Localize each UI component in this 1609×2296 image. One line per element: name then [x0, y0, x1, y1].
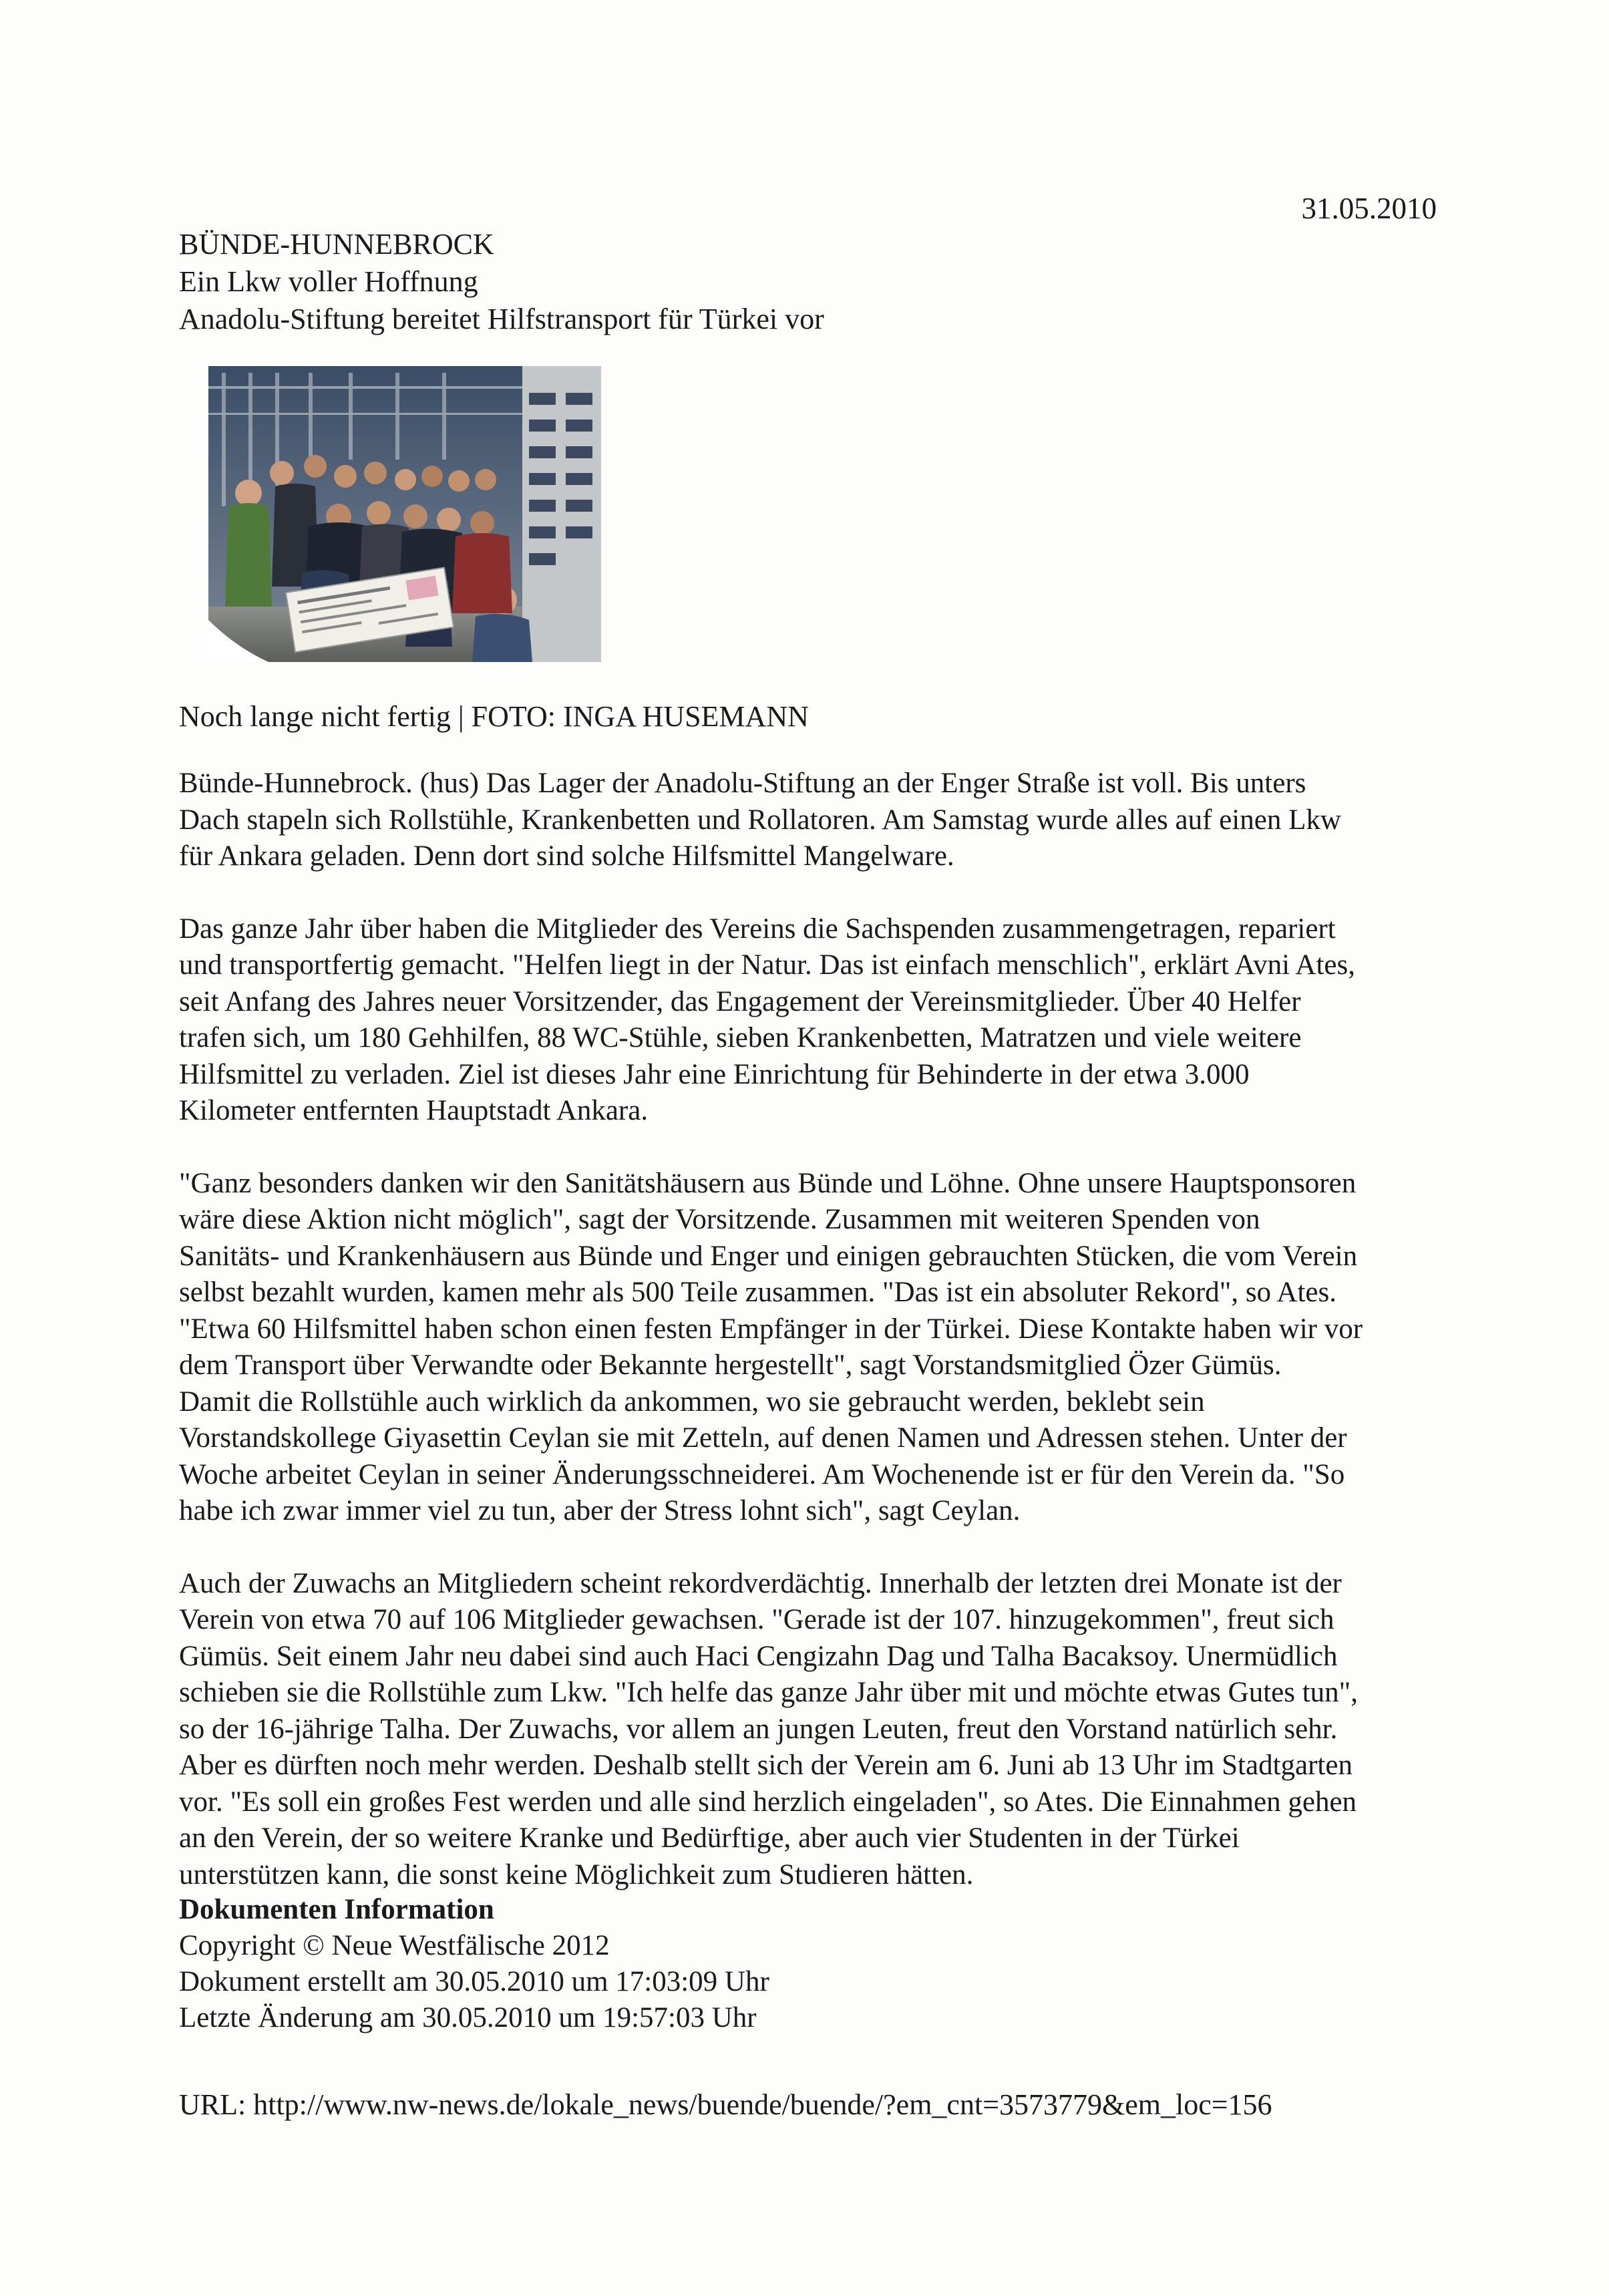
info-title: Dokumenten Information [179, 1894, 494, 1925]
source-url: URL: http://www.nw-news.de/lokale_news/buende/buende/?em_cnt=3573779&em_loc=156 [179, 2088, 1272, 2121]
text-line: dem Transport über Verwandte oder Bekannte hergestellt", sagt Vorstandsmitglied Özer Gümüs. [179, 1349, 1282, 1381]
text-line: "Ganz besonders danken wir den Sanitätshäusern aus Bünde und Löhne. Ohne unsere Hauptsponsoren [179, 1167, 1357, 1199]
text-line: Gümüs. Seit einem Jahr neu dabei sind auch Haci Cengizahn Dag und Talha Bacaksoy. Unermüdlich [179, 1640, 1338, 1672]
text-line: "Etwa 60 Hilfsmittel haben schon einen festen Empfänger in der Türkei. Diese Kontakte haben wir vor [179, 1313, 1363, 1345]
article-title: Ein Lkw voller Hoffnung [179, 265, 478, 298]
paragraph-2 [179, 911, 1448, 1130]
article-header [179, 226, 1448, 338]
paragraph-4 [179, 1566, 1448, 1894]
text-line: Vorstandskollege Giyasettin Ceylan sie mit Zetteln, auf denen Namen und Adressen stehen. Unter der [179, 1422, 1347, 1454]
text-line: Damit die Rollstühle auch wirklich da ankommen, wo sie gebraucht werden, beklebt sein [179, 1385, 1205, 1418]
text-line: unterstützen kann, die sonst keine Möglichkeit zum Studieren hätten. [179, 1858, 974, 1891]
document-info [179, 1892, 769, 2036]
text-line: Bünde-Hunnebrock. (hus) Das Lager der Anadolu-Stiftung an der Enger Straße ist voll. Bis unters [179, 768, 1306, 799]
text-line: für Ankara geladen. Denn dort sind solche Hilfsmittel Mangelware. [179, 840, 954, 872]
paragraph-1 [179, 766, 1448, 875]
text-line: so der 16-jährige Talha. Der Zuwachs, vor allem an jungen Leuten, freut den Vorstand natürlich sehr. [179, 1713, 1338, 1745]
text-line: vor. "Es soll ein großes Fest werden und alle sind herzlich eingeladen", so Ates. Die Einnahmen gehen [179, 1786, 1357, 1818]
text-line: Verein von etwa 70 auf 106 Mitglieder gewachsen. "Gerade ist der 107. hinzugekommen", freut sich [179, 1604, 1334, 1635]
text-line: trafen sich, um 180 Gehhilfen, 88 WC-Stühle, sieben Krankenbetten, Matratzen und viele weitere [179, 1022, 1302, 1053]
text-line: Aber es dürften noch mehr werden. Deshalb stellt sich der Verein am 6. Juni ab 13 Uhr im Stadtgarten [179, 1750, 1353, 1781]
text-line: Hilfsmittel zu verladen. Ziel ist dieses Jahr eine Einrichtung für Behinderte in der etwa 3.000 [179, 1058, 1250, 1090]
text-line: Sanitäts- und Krankenhäusern aus Bünde und Enger und einigen gebrauchten Stücken, die vom Verein [179, 1240, 1358, 1272]
article-photo [208, 366, 601, 662]
article-subtitle: Anadolu-Stiftung bereitet Hilfstransport für Türkei vor [179, 303, 824, 335]
text-line: habe ich zwar immer viel zu tun, aber der Stress lohnt sich", sagt Ceylan. [179, 1495, 1021, 1526]
text-line: und transportfertig gemacht. "Helfen liegt in der Natur. Das ist einfach menschlich", erklärt Avni Ates, [179, 949, 1355, 981]
text-line: Kilometer entfernten Hauptstadt Ankara. [179, 1095, 649, 1126]
info-copyright: Copyright © Neue Westfälische 2012 [179, 1930, 610, 1961]
info-created: Dokument erstellt am 30.05.2010 um 17:03:09 Uhr [179, 1966, 769, 1997]
article-location: BÜNDE-HUNNEBROCK [179, 228, 494, 261]
text-line: wäre diese Aktion nicht möglich", sagt der Vorsitzende. Zusammen mit weiteren Spenden von [179, 1204, 1260, 1235]
text-line: an den Verein, der so weitere Kranke und Bedürftige, aber auch vier Studenten in der Türkei [179, 1822, 1240, 1854]
info-modified: Letzte Änderung am 30.05.2010 um 19:57:03 Uhr [179, 2002, 757, 2033]
photo-caption: Noch lange nicht fertig | FOTO: INGA HUSEMANN [179, 700, 809, 733]
text-line: Das ganze Jahr über haben die Mitglieder des Vereins die Sachspenden zusammengetragen, repariert [179, 913, 1336, 945]
text-line: seit Anfang des Jahres neuer Vorsitzender, das Engagement der Vereinsmitglieder. Über 40 Helfer [179, 985, 1301, 1017]
text-line: Woche arbeitet Ceylan in seiner Änderungsschneiderei. Am Wochenende ist er für den Verein da. "So [179, 1458, 1345, 1490]
text-line: Dach stapeln sich Rollstühle, Krankenbetten und Rollatoren. Am Samstag wurde alles auf einen Lkw [179, 804, 1341, 836]
text-line: selbst bezahlt wurden, kamen mehr als 500 Teile zusammen. "Das ist ein absoluter Rekord", so Ates. [179, 1277, 1336, 1308]
paragraph-3 [179, 1166, 1448, 1530]
text-line: Auch der Zuwachs an Mitgliedern scheint rekordverdächtig. Innerhalb der letzten drei Monate ist der [179, 1567, 1342, 1599]
document-date: 31.05.2010 [1301, 192, 1437, 225]
text-line: schieben sie die Rollstühle zum Lkw. "Ich helfe das ganze Jahr über mit und möchte etwas Gutes tun", [179, 1677, 1358, 1708]
article-body [179, 766, 1448, 1929]
group-photo-icon [208, 366, 601, 662]
